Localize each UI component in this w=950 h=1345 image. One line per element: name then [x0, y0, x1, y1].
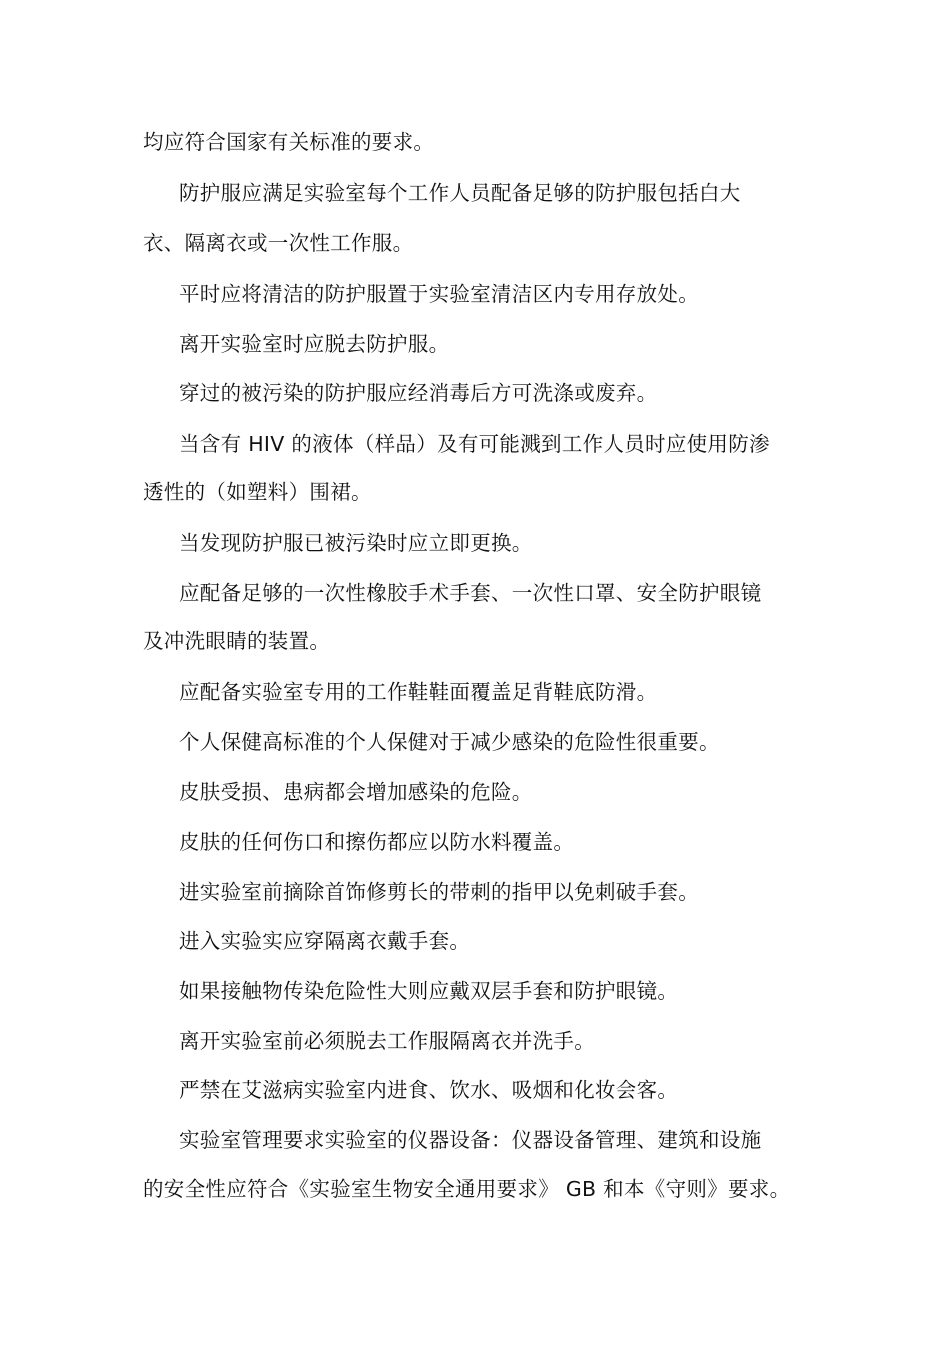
text-line: 离开实验室前必须脱去工作服隔离衣并洗手。 — [179, 1029, 595, 1053]
text-line: 平时应将清洁的防护服置于实验室清洁区内专用存放处。 — [179, 282, 699, 306]
text-line: 的安全性应符合《实验室生物安全通用要求》 GB 和本《守则》要求。 — [143, 1177, 791, 1201]
text-line: 进实验室前摘除首饰修剪长的带刺的指甲以免刺破手套。 — [179, 880, 699, 904]
text-line: 衣、隔离衣或一次性工作服。 — [143, 231, 414, 255]
text-line: 及冲洗眼睛的装置。 — [143, 629, 331, 653]
text-line: 应配备足够的一次性橡胶手术手套、一次性口罩、安全防护眼镜 — [179, 581, 762, 605]
text-line: 离开实验室时应脱去防护服。 — [179, 332, 450, 356]
text-line: 透性的（如塑料）围裙。 — [143, 480, 372, 504]
text-line: 实验室管理要求实验室的仪器设备：仪器设备管理、建筑和设施 — [179, 1128, 762, 1152]
text-line: 当发现防护服已被污染时应立即更换。 — [179, 531, 533, 555]
text-line: 如果接触物传染危险性大则应戴双层手套和防护眼镜。 — [179, 979, 679, 1003]
text-line: 防护服应满足实验室每个工作人员配备足够的防护服包括白大 — [179, 181, 741, 205]
text-line: 应配备实验室专用的工作鞋鞋面覆盖足背鞋底防滑。 — [179, 680, 658, 704]
text-line: 严禁在艾滋病实验室内进食、饮水、吸烟和化妆会客。 — [179, 1078, 679, 1102]
text-line: 当含有 HIV 的液体（样品）及有可能溅到工作人员时应使用防渗 — [179, 432, 770, 456]
text-line: 进入实验实应穿隔离衣戴手套。 — [179, 929, 471, 953]
text-line: 皮肤受损、患病都会增加感染的危险。 — [179, 780, 533, 804]
text-line: 个人保健高标准的个人保健对于减少感染的危险性很重要。 — [179, 730, 720, 754]
text-line: 穿过的被污染的防护服应经消毒后方可洗涤或废弃。 — [179, 381, 658, 405]
text-line: 均应符合国家有关标准的要求。 — [143, 130, 435, 154]
text-line: 皮肤的任何伤口和擦伤都应以防水料覆盖。 — [179, 830, 575, 854]
